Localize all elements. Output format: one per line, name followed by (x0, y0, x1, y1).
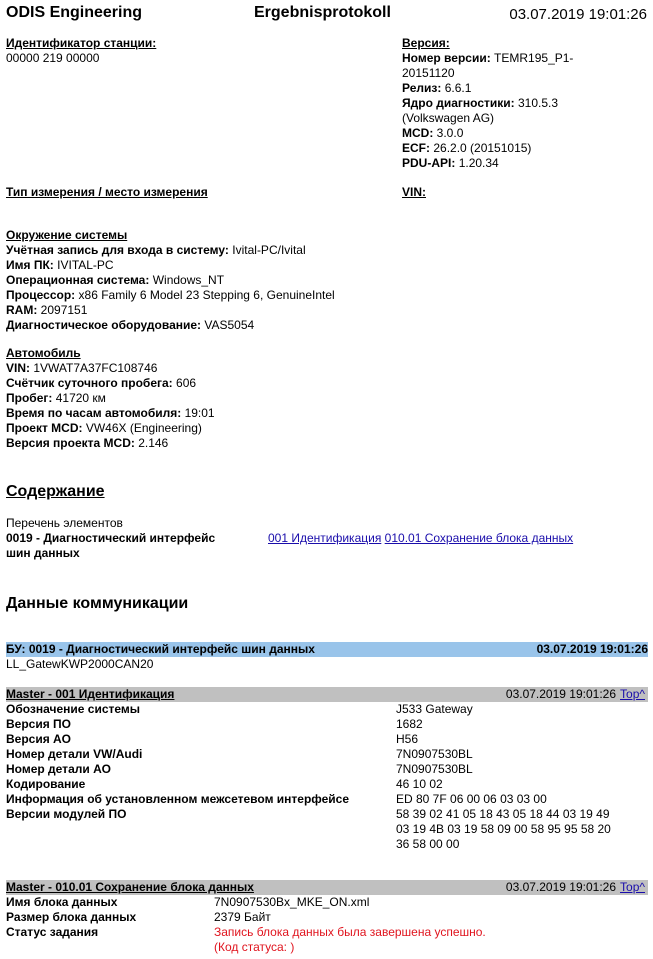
vehicle-title: Автомобиль (6, 346, 81, 360)
system-env-item: RAM: 2097151 (6, 303, 88, 317)
save-datetime: 03.07.2019 19:01:26 (505, 880, 616, 894)
table-row: Информация об установленном межсетевом интерфейсе ED 80 7F 06 00 06 03 03 00 (6, 792, 547, 806)
system-env-item: Имя ПК: IVITAL-PC (6, 258, 114, 272)
measure-label: Тип измерения / место измерения (6, 185, 208, 199)
vehicle-item: Версия проекта MCD: 2.146 (6, 436, 169, 450)
ident-datetime: 03.07.2019 19:01:26 (505, 687, 616, 701)
contents-ecu-line2: шин данных (6, 546, 80, 560)
version-item: MCD: 3.0.0 (402, 126, 464, 140)
contents-ecu-line1: 0019 - Диагностический интерфейс (6, 531, 216, 545)
station-value: 00000 219 00000 (6, 51, 100, 65)
system-env-item: Процессор: x86 Family 6 Model 23 Stepping 6, GenuineIntel (6, 288, 335, 302)
ecu-bar-title: БУ: 0019 - Диагностический интерфейс шин данных (6, 642, 315, 656)
save-title: Master - 010.01 Сохранение блока данных (6, 880, 254, 894)
ident-bar (6, 687, 648, 702)
table-row: Версии модулей ПО 58 39 02 41 05 18 43 05 18 44 03 19 49 03 19 4B 03 19 58 09 00 58 95 95 58 20 36 58 00 00 (6, 807, 611, 851)
ident-title: Master - 001 Идентификация (6, 687, 175, 701)
table-row: Версия АО H56 (6, 732, 419, 746)
table-row: Номер детали VW/Audi 7N0907530BL (6, 747, 473, 761)
contents-links (268, 531, 573, 546)
link-identification[interactable]: 001 Идентификация (268, 531, 382, 545)
system-env-item: Операционная система: Windows_NT (6, 273, 225, 287)
ecu-bar-datetime: 03.07.2019 19:01:26 (536, 642, 648, 656)
vin-label: VIN: (402, 185, 426, 199)
version-item: ECF: 26.2.0 (20151015) (402, 141, 532, 155)
ident-top-link[interactable]: Top^ (620, 687, 645, 701)
report-datetime: 03.07.2019 19:01:26 (509, 6, 647, 23)
ecu-bar (6, 642, 648, 657)
vehicle-item: Проект MCD: VW46X (Engineering) (6, 421, 202, 435)
version-item: 20151120 (402, 66, 455, 80)
table-row: Размер блока данных 2379 Байт (6, 910, 271, 924)
comm-title: Данные коммуникации (6, 595, 189, 612)
app-title: ODIS Engineering (6, 4, 143, 21)
vehicle-item: Счётчик суточного пробега: 606 (6, 376, 197, 390)
version-block (402, 36, 650, 171)
table-row: Номер детали АО 7N0907530BL (6, 762, 473, 776)
version-item: PDU-API: 1.20.34 (402, 156, 499, 170)
contents-list-label: Перечень элементов (6, 516, 123, 530)
contents-title: Содержание (6, 483, 105, 500)
table-row: Кодирование 46 10 02 (6, 777, 443, 791)
vehicle-item: VIN: 1VWAT7A37FC108746 (6, 361, 158, 375)
table-row: Имя блока данных 7N0907530Bx_MKE_ON.xml (6, 895, 370, 909)
station-label: Идентификатор станции: (6, 36, 157, 50)
version-item: Релиз: 6.6.1 (402, 81, 472, 95)
status-message: Запись блока данных была завершена успешно. (214, 925, 486, 939)
vehicle-item: Время по часам автомобиля: 19:01 (6, 406, 215, 420)
version-item: Ядро диагностики: 310.5.3 (402, 96, 559, 110)
vehicle-section (6, 346, 626, 451)
save-bar (6, 880, 648, 895)
table-row: Обозначение системы J533 Gateway (6, 702, 473, 716)
system-environment (6, 228, 626, 333)
version-label: Версия: (402, 36, 450, 50)
link-data-block-save[interactable]: 010.01 Сохранение блока данных (384, 531, 574, 545)
version-item: (Volkswagen AG) (402, 111, 495, 125)
save-top-link[interactable]: Top^ (620, 880, 645, 894)
status-code: (Код статуса: ) (214, 940, 295, 954)
system-env-title: Окружение системы (6, 228, 128, 242)
version-item: Номер версии: TEMR195_P1- (402, 51, 574, 65)
ecu-name: LL_GatewKWP2000CAN20 (6, 657, 154, 671)
system-env-item: Учётная запись для входа в систему: Ivital-PC/Ivital (6, 243, 306, 257)
table-row: Статус задания Запись блока данных была завершена успешно. (Код статуса: ) (6, 925, 486, 954)
vehicle-item: Пробег: 41720 км (6, 391, 106, 405)
report-title: Ergebnisprotokoll (254, 4, 391, 21)
table-row: Версия ПО 1682 (6, 717, 423, 731)
system-env-item: Диагностическое оборудование: VAS5054 (6, 318, 255, 332)
